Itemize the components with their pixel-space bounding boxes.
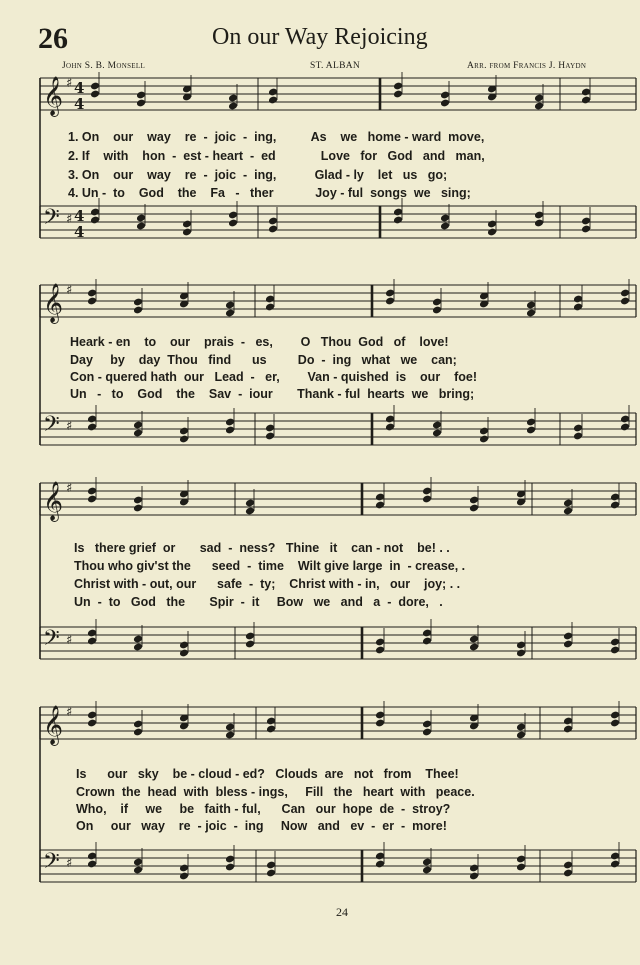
verse-line: Con - quered hath our Lead - er, Van - quished is our foe! (70, 370, 477, 384)
note-head (516, 649, 526, 658)
note-head (133, 643, 143, 652)
note-head (133, 728, 143, 737)
note-head (133, 496, 143, 505)
note-head (526, 418, 536, 427)
arranger-credit: Arr. from Francis J. Haydn (467, 61, 587, 71)
note-head (225, 731, 235, 740)
note-head (375, 860, 385, 869)
tune-name: ST. ALBAN (310, 61, 361, 71)
verse-line: Is our sky be - cloud - ed? Clouds are not from Thee! (76, 767, 459, 781)
note-head (136, 99, 146, 108)
note-head (610, 501, 620, 510)
note-head (422, 495, 432, 504)
note-head (393, 82, 403, 91)
note-head (179, 864, 189, 873)
note-head (563, 499, 573, 508)
verse-line: Heark - en to our prais - es, O Thou God of love! (70, 335, 449, 349)
hymn-title: On our Way Rejoicing (212, 24, 428, 50)
note-head (87, 423, 97, 432)
note-head (90, 90, 100, 99)
note-head (432, 421, 442, 430)
note-head (516, 863, 526, 872)
note-head (422, 637, 432, 646)
note-head (385, 289, 395, 298)
note-head (526, 309, 536, 318)
note-head (265, 295, 275, 304)
note-head (228, 211, 238, 220)
note-head (516, 855, 526, 864)
note-head (268, 225, 278, 234)
note-head (534, 211, 544, 220)
note-head (573, 303, 583, 312)
note-head (487, 228, 497, 237)
note-head (516, 641, 526, 650)
note-head (516, 731, 526, 740)
verse-line: Un - to God the Spir - it Bow we and a - dore, . (74, 595, 443, 609)
note-head (266, 717, 276, 726)
key-signature-sharp: ♯ (66, 212, 73, 227)
note-head (469, 504, 479, 513)
note-head (422, 728, 432, 737)
note-head (563, 507, 573, 516)
note-head (422, 720, 432, 729)
note-head (440, 99, 450, 108)
note-head (469, 872, 479, 881)
note-head (422, 629, 432, 638)
verse-line: Crown the head with bless - ings, Fill the heart with peace. (76, 785, 475, 799)
note-head (87, 711, 97, 720)
note-head (610, 711, 620, 720)
treble-clef: 𝄞 (43, 705, 64, 745)
note-head (469, 496, 479, 505)
note-head (87, 719, 97, 728)
bass-clef: 𝄢 (43, 205, 60, 235)
note-head (87, 629, 97, 638)
verse-line: On our way re - joic - ing Now and ev - er - more! (76, 819, 447, 833)
note-head (245, 499, 255, 508)
note-head (610, 493, 620, 502)
note-head (534, 219, 544, 228)
key-signature-sharp: ♯ (66, 856, 73, 871)
note-head (133, 720, 143, 729)
note-head (610, 852, 620, 861)
note-head (133, 421, 143, 430)
verse-line: Un - to God the Sav - iour Thank - ful hearts we bring; (70, 387, 475, 401)
note-head (179, 427, 189, 436)
note-head (620, 297, 630, 306)
note-head (610, 646, 620, 655)
note-head (487, 220, 497, 229)
key-signature-sharp: ♯ (66, 283, 73, 298)
note-head (440, 222, 450, 231)
note-head (385, 423, 395, 432)
note-head (516, 723, 526, 732)
time-signature-top: 4 (74, 79, 85, 97)
note-head (87, 860, 97, 869)
note-head (620, 289, 630, 298)
key-signature-sharp: ♯ (66, 481, 73, 496)
note-head (245, 507, 255, 516)
note-head (265, 303, 275, 312)
note-head (225, 723, 235, 732)
note-head (563, 632, 573, 641)
note-head (133, 429, 143, 438)
note-head (268, 88, 278, 97)
note-head (534, 102, 544, 111)
note-head (225, 418, 235, 427)
time-signature-bottom: 4 (74, 95, 85, 113)
note-head (268, 96, 278, 105)
note-head (440, 214, 450, 223)
note-head (526, 426, 536, 435)
note-head (245, 632, 255, 641)
note-head (620, 423, 630, 432)
note-head (563, 861, 573, 870)
verse-line: Christ with - out, our safe - ty; Christ with - in, our joy; . . (74, 577, 461, 591)
note-head (182, 220, 192, 229)
note-head (440, 91, 450, 100)
note-head (133, 298, 143, 307)
note-head (136, 214, 146, 223)
note-head (563, 869, 573, 878)
author-credit: John S. B. Monsell (62, 61, 146, 71)
verse-line: 4. Un - to God the Fa - ther Joy - ful songs we sing; (68, 186, 471, 200)
note-head (87, 487, 97, 496)
note-head (534, 94, 544, 103)
note-head (581, 225, 591, 234)
note-head (581, 96, 591, 105)
bass-clef: 𝄢 (43, 412, 60, 442)
verse-line: Who, if we be faith - ful, Can our hope de - stroy? (76, 802, 451, 816)
note-head (133, 858, 143, 867)
note-head (375, 852, 385, 861)
note-head (581, 88, 591, 97)
note-head (581, 217, 591, 226)
note-head (432, 298, 442, 307)
note-head (526, 301, 536, 310)
note-head (179, 435, 189, 444)
note-head (133, 635, 143, 644)
note-head (179, 641, 189, 650)
note-head (87, 495, 97, 504)
note-head (563, 717, 573, 726)
key-signature-sharp: ♯ (66, 76, 73, 91)
note-head (563, 640, 573, 649)
note-head (375, 711, 385, 720)
note-head (87, 637, 97, 646)
note-head (375, 646, 385, 655)
note-head (225, 855, 235, 864)
note-head (393, 90, 403, 99)
note-head (87, 852, 97, 861)
note-head (610, 860, 620, 869)
note-head (133, 866, 143, 875)
note-head (90, 82, 100, 91)
note-head (228, 94, 238, 103)
note-head (87, 297, 97, 306)
note-head (393, 208, 403, 217)
hymn-number: 26 (38, 22, 68, 55)
verse-line: Is there grief or sad - ness? Thine it can - not be! . . (74, 541, 450, 555)
treble-clef: 𝄞 (43, 481, 64, 521)
note-head (225, 309, 235, 318)
note-head (265, 432, 275, 441)
note-head (375, 638, 385, 647)
note-head (87, 415, 97, 424)
time-signature-top: 4 (74, 207, 85, 225)
note-head (422, 866, 432, 875)
note-head (432, 429, 442, 438)
key-signature-sharp: ♯ (66, 633, 73, 648)
note-head (573, 424, 583, 433)
note-head (179, 872, 189, 881)
note-head (266, 869, 276, 878)
note-head (610, 719, 620, 728)
note-head (245, 640, 255, 649)
note-head (432, 306, 442, 315)
treble-clef: 𝄞 (43, 283, 64, 323)
verse-line: 3. On our way re - joic - ing, Glad - ly let us go; (68, 168, 448, 182)
note-head (620, 415, 630, 424)
page-number: 24 (336, 905, 348, 919)
note-head (563, 725, 573, 734)
note-head (375, 493, 385, 502)
verse-line: 1. On our way re - joic - ing, As we home - ward move, (68, 130, 485, 144)
note-head (179, 649, 189, 658)
note-head (90, 216, 100, 225)
note-head (225, 863, 235, 872)
note-head (133, 306, 143, 315)
note-head (422, 858, 432, 867)
key-signature-sharp: ♯ (66, 419, 73, 434)
time-signature-bottom: 4 (74, 223, 85, 241)
note-head (375, 501, 385, 510)
note-head (479, 435, 489, 444)
key-signature-sharp: ♯ (66, 705, 73, 720)
note-head (375, 719, 385, 728)
treble-clef: 𝄞 (43, 76, 64, 116)
note-head (266, 861, 276, 870)
note-head (133, 504, 143, 513)
verse-line: 2. If with hon - est - heart - ed Love for God and man, (68, 149, 485, 163)
note-head (422, 487, 432, 496)
note-head (182, 228, 192, 237)
note-head (469, 635, 479, 644)
note-head (266, 725, 276, 734)
note-head (469, 864, 479, 873)
note-head (265, 424, 275, 433)
bass-clef: 𝄢 (43, 626, 60, 656)
note-head (385, 297, 395, 306)
note-head (573, 295, 583, 304)
note-head (90, 208, 100, 217)
note-head (469, 643, 479, 652)
note-head (228, 219, 238, 228)
note-head (136, 222, 146, 231)
note-head (268, 217, 278, 226)
verse-line: Thou who giv'st the seed - time Wilt give large in - crease, . (74, 559, 466, 573)
note-head (225, 301, 235, 310)
note-head (479, 427, 489, 436)
note-head (87, 289, 97, 298)
verse-line: Day by day Thou find us Do - ing what we can; (70, 353, 457, 367)
note-head (393, 216, 403, 225)
bass-clef: 𝄢 (43, 849, 60, 879)
note-head (385, 415, 395, 424)
note-head (573, 432, 583, 441)
note-head (610, 638, 620, 647)
note-head (136, 91, 146, 100)
note-head (228, 102, 238, 111)
note-head (225, 426, 235, 435)
